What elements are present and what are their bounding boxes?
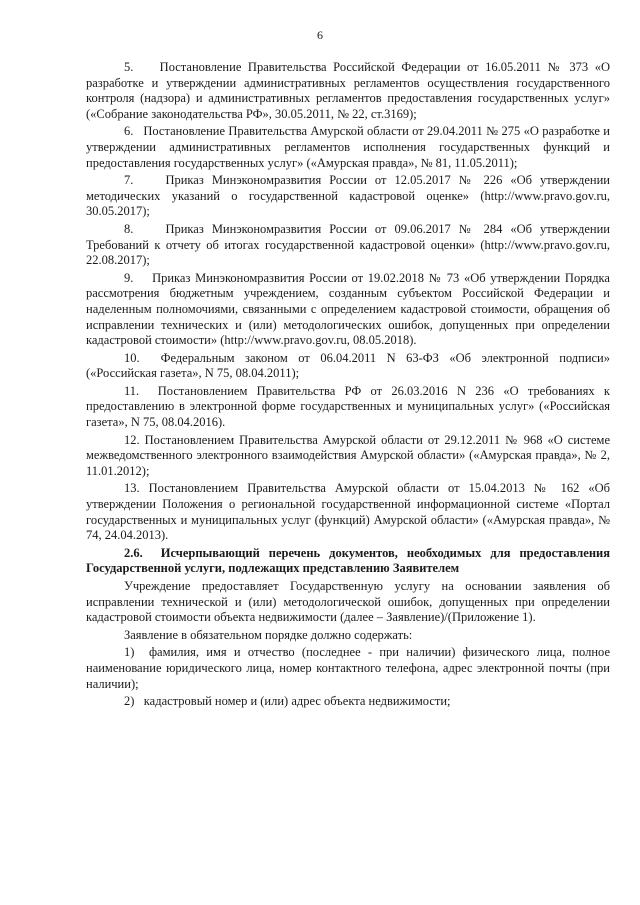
legal-act-item-5: 5. Постановление Правительства Российской Федерации от 16.05.2011 № 373 «О разработке и утверждении административных регламентов осуществления государственного контроля (надзора) и административных регламентов предоставления государственных услуг» («Собрание законодательства РФ», 30.05.2011, № 22, ст.3169); [86,60,610,121]
legal-act-item-6: 6. Постановление Правительства Амурской области от 29.04.2011 № 275 «О разработке и утверждении административных регламентов исполнения государственных функций и предоставления государственных услуг» («Амурская правда», № 81, 11.05.2011); [86,124,610,170]
legal-act-item-8: 8. Приказ Минэкономразвития России от 09.06.2017 № 284 «Об утверждении Требований к отчету об итогах государственной кадастровой оценки» (http://www.pravo.gov.ru, 22.08.2017); [86,221,610,268]
legal-act-item-13: 13. Постановлением Правительства Амурской области от 15.04.2013 № 162 «Об утверждении Положения о региональной государственной информационной системе «Портал государственных и муниципальных услуг (функций) Амурской области» («Амурская правда», № 74, 24.04.2013). [86,481,610,543]
legal-act-item-11: 11. Постановлением Правительства РФ от 26.03.2016 N 236 «О требованиях к предоставлению в электронной форме государственных и муниципальных услуг» («Российская газета», N 75, 08.04.2016). [86,383,610,430]
legal-act-item-10: 10. Федеральным законом от 06.04.2011 N 63-ФЗ «Об электронной подписи» («Российская газета», N 75, 08.04.2011); [86,350,610,381]
document-body [86,60,610,710]
service-basis-paragraph: Учреждение предоставляет Государственную услугу на основании заявления об исправлении технической и (или) методологической ошибок, допущенных при определении кадастровой стоимости объекта недвижимости (далее – Заявление)/(Приложение 1). [86,579,610,625]
legal-act-item-9: 9. Приказ Минэкономразвития России от 19.02.2018 № 73 «Об утверждении Порядка рассмотрения бюджетным учреждением, созданным субъектом Российской Федерации и наделенным полномочиями, связанными с определением кадастровой стоимости, обращения об исправлении технических и (или) методологических ошибок, допущенных при определении кадастровой стоимости» (http://www.pravo.gov.ru, 08.05.2018). [86,270,610,348]
page-number: 6 [317,28,323,42]
application-requirements-intro: Заявление в обязательном порядке должно содержать: [124,627,413,642]
legal-act-item-7: 7. Приказ Минэкономразвития России от 12.05.2017 № 226 «Об утверждении методических указаний о государственной кадастровой оценке» (http://www.pravo.gov.ru, 30.05.2017); [86,173,610,219]
section-heading: 2.6. Исчерпывающий перечень документов, необходимых для предоставления Государственной услуги, подлежащих представлению Заявителем [86,545,610,576]
requirement-item-1: 1) фамилия, имя и отчество (последнее - при наличии) физического лица, полное наименование юридического лица, номер контактного телефона, адрес электронной почты (при наличии); [86,645,610,691]
legal-act-item-12: 12. Постановлением Правительства Амурской области от 29.12.2011 № 968 «О системе межведомственного электронного взаимодействия Амурской области» («Амурская правда», № 2, 11.01.2012); [86,432,610,478]
requirement-item-2: 2) кадастровый номер и (или) адрес объекта недвижимости; [124,694,451,709]
